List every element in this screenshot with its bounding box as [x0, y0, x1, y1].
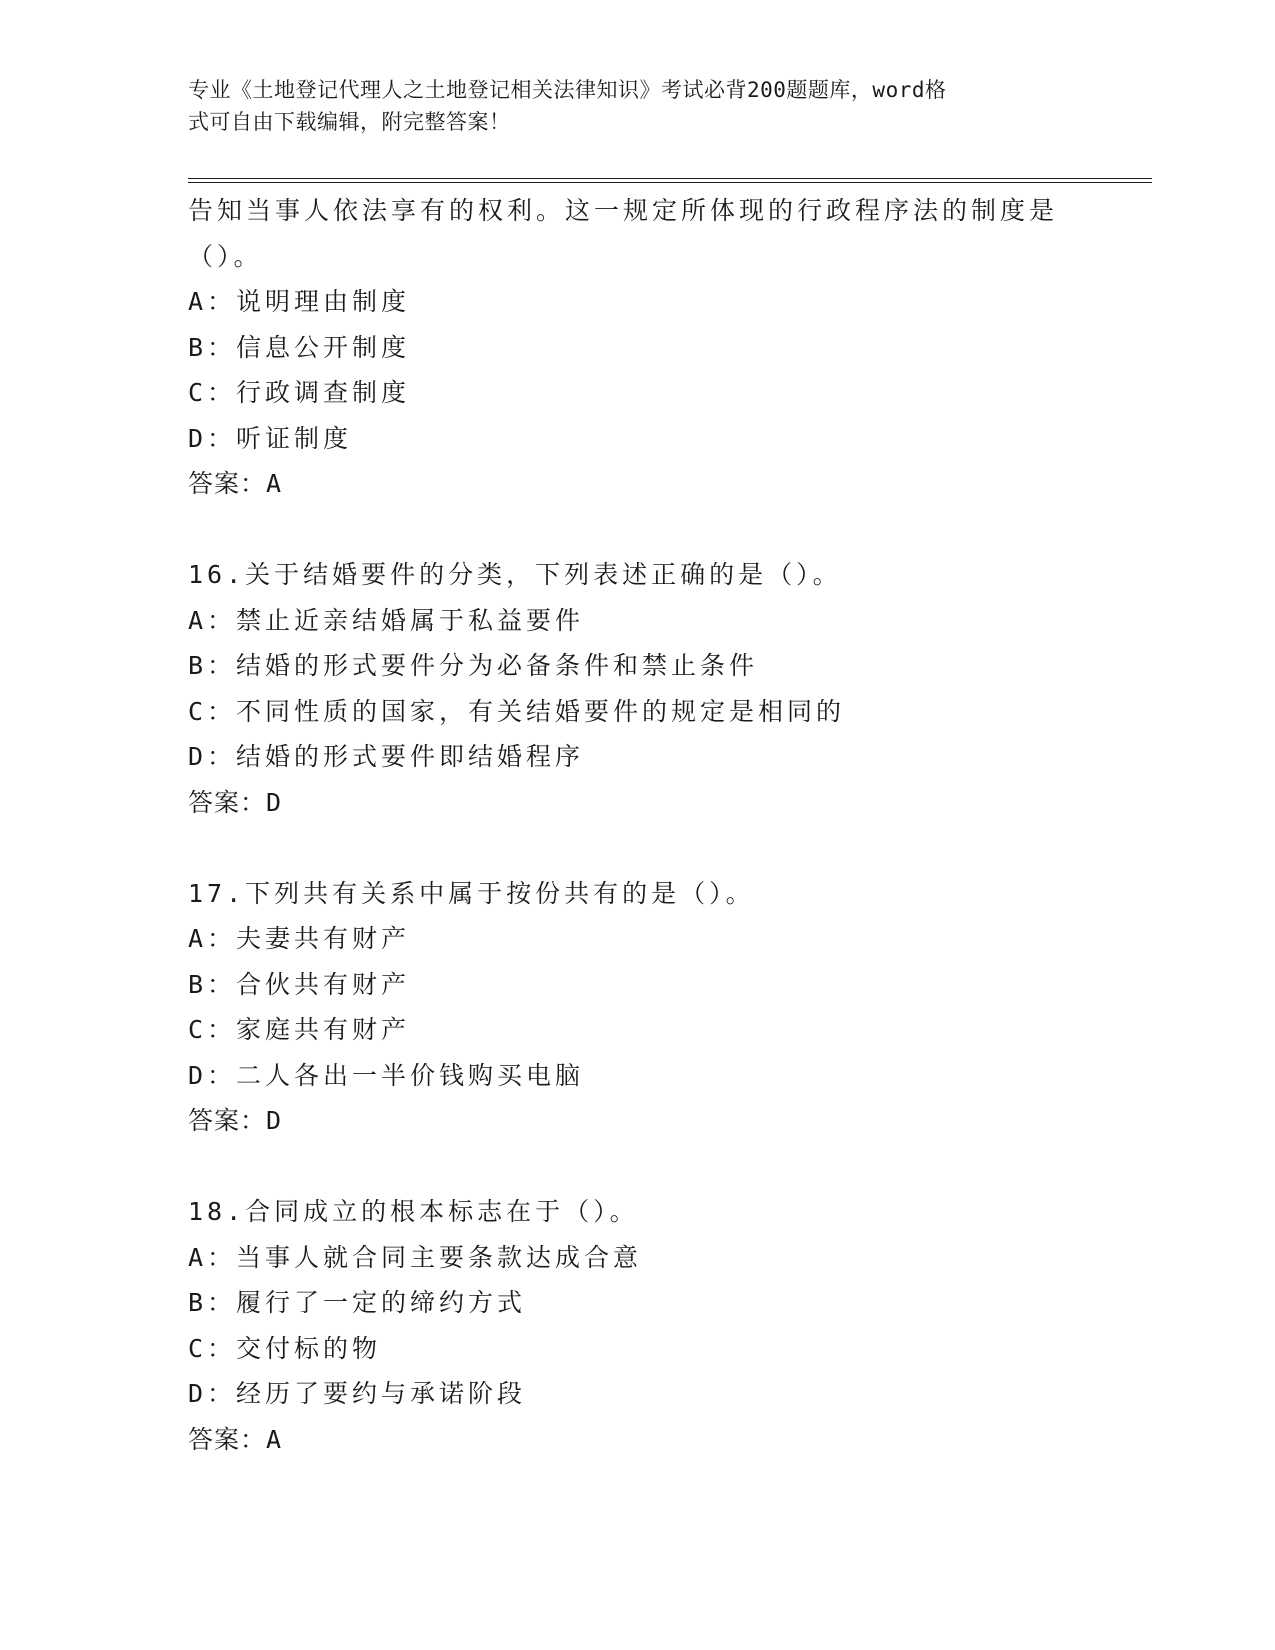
- option-a: A：当事人就合同主要条款达成合意: [188, 1242, 643, 1272]
- question-16: [188, 552, 1088, 825]
- option-a: A：夫妻共有财产: [188, 924, 411, 953]
- option-b: B：结婚的形式要件分为必备条件和禁止条件: [188, 651, 759, 680]
- question-17: [188, 871, 1088, 1144]
- answer-line: [188, 461, 1088, 507]
- option-a: A：禁止近亲结婚属于私益要件: [188, 605, 585, 635]
- question-stem: 18.合同成立的根本标志在于（）。: [188, 1197, 639, 1226]
- question-continued: [188, 188, 1088, 507]
- option-b: B：履行了一定的缔约方式: [188, 1288, 527, 1317]
- option-b: B：信息公开制度: [188, 332, 411, 362]
- option-b: B：合伙共有财产: [188, 969, 411, 999]
- header-line-1: 专业《土地登记代理人之土地登记相关法律知识》考试必背200题题库，word格: [188, 78, 947, 102]
- document-header: [188, 74, 1068, 138]
- question-stem-continued: （）。: [188, 241, 263, 271]
- option-c: C：不同性质的国家，有关结婚要件的规定是相同的: [188, 696, 846, 726]
- answer-value: A: [266, 1424, 283, 1454]
- answer-label: 答案：: [188, 469, 267, 498]
- option-a: A：说明理由制度: [188, 287, 411, 316]
- answer-value: A: [266, 469, 283, 498]
- question-stem: 17.下列共有关系中属于按份共有的是（）。: [188, 878, 755, 908]
- option-c: C：交付标的物: [188, 1333, 382, 1363]
- answer-line: [188, 1098, 1088, 1144]
- question-stem: 告知当事人依法享有的权利。这一规定所体现的行政程序法的制度是: [188, 196, 1059, 225]
- answer-label: 答案：: [188, 787, 267, 817]
- answer-line: [188, 780, 1088, 826]
- option-d: D：听证制度: [188, 423, 353, 453]
- header-double-rule: [188, 178, 1152, 183]
- header-line-2: 式可自由下载编辑，附完整答案！: [188, 110, 511, 134]
- answer-label: 答案：: [188, 1424, 267, 1454]
- question-18: [188, 1189, 1088, 1462]
- question-stem: 16.关于结婚要件的分类，下列表述正确的是（）。: [188, 560, 842, 589]
- question-list: [188, 188, 1088, 1462]
- option-d: D：二人各出一半价钱购买电脑: [188, 1060, 585, 1090]
- answer-value: D: [266, 1106, 283, 1135]
- answer-value: D: [266, 787, 283, 817]
- option-c: C：行政调查制度: [188, 378, 411, 407]
- option-d: D：结婚的形式要件即结婚程序: [188, 742, 585, 771]
- option-c: C：家庭共有财产: [188, 1015, 411, 1044]
- answer-line: [188, 1417, 1088, 1463]
- answer-label: 答案：: [188, 1106, 267, 1135]
- option-d: D：经历了要约与承诺阶段: [188, 1379, 527, 1408]
